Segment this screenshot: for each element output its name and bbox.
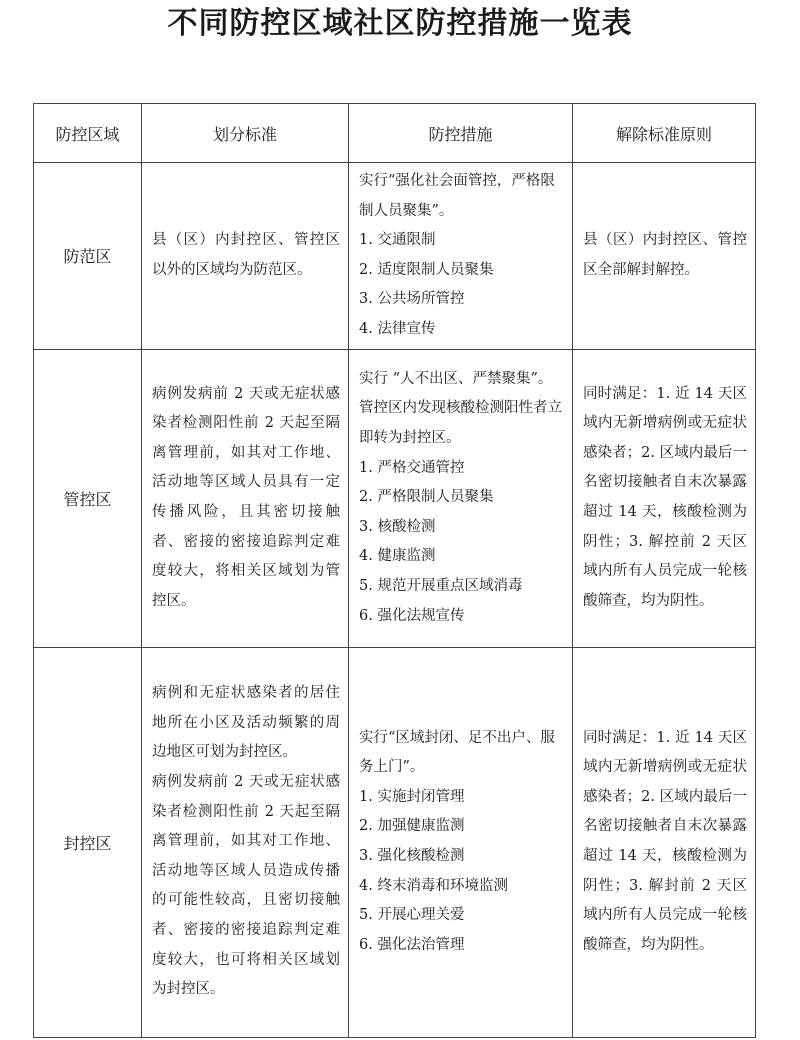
criteria-cell [142, 163, 349, 350]
measure-item: 1. 交通限制 [359, 232, 436, 249]
measure-item: 3. 强化核酸检测 [359, 848, 465, 865]
table-row [34, 163, 756, 350]
measure-item: 4. 健康监测 [359, 548, 436, 565]
measures-cell [349, 349, 573, 647]
measure-item: 6. 强化法规宣传 [359, 607, 465, 624]
criteria-cell [142, 647, 349, 1037]
page-title: 不同防控区域社区防控措施一览表 [167, 6, 633, 41]
criteria-cell [142, 349, 349, 647]
measures-intro: 实行 “人不出区、严禁聚集”。管控区内发现核酸检测阳性者立即转为封控区。 [359, 370, 562, 447]
column-header: 划分标准 [142, 104, 349, 163]
measure-item: 5. 开展心理关爱 [359, 907, 465, 924]
criteria-text: 病例和无症状感染者的居住地所在小区及活动频繁的周边地区可划为封控区。 [152, 685, 340, 761]
criteria-text: 县（区）内封控区、管控区以外的区域均为防范区。 [152, 232, 340, 278]
measure-item: 1. 严格交通管控 [359, 459, 465, 476]
measure-item: 3. 核酸检测 [359, 518, 436, 535]
release-text: 县（区）内封控区、管控区全部解封解控。 [583, 232, 747, 278]
measure-item: 2. 加强健康监测 [359, 818, 465, 835]
measure-item: 3. 公共场所管控 [359, 291, 465, 308]
measure-item: 4. 法律宣传 [359, 320, 436, 337]
measure-item: 6. 强化法治管理 [359, 936, 465, 953]
column-header: 防控区域 [34, 104, 142, 163]
zone-measures-table [33, 103, 756, 1038]
criteria-text: 病例发病前 2 天或无症状感染者检测阳性前 2 天起至隔离管理前，如其对工作地、活动地等区域人员具有一定传播风险，且其密切接触者、密接的密接追踪判定难度较大，将相关区域划为管控区。 [152, 385, 340, 609]
measure-item: 2. 适度限制人员聚集 [359, 261, 494, 278]
release-cell [573, 163, 756, 350]
measure-item: 5. 规范开展重点区域消毒 [359, 578, 523, 595]
table-row [34, 647, 756, 1037]
release-cell [573, 349, 756, 647]
measure-item: 2. 严格限制人员聚集 [359, 489, 494, 506]
release-cell [573, 647, 756, 1037]
criteria-text: 病例发病前 2 天或无症状感染者检测阳性前 2 天起至隔离管理前，如其对工作地、活动地等区域人员造成传播的可能性较高，且密切接触者、密接的密接追踪判定难度较大，也可将相关区域划为封控区。 [152, 774, 340, 998]
zone-name: 管控区 [34, 349, 142, 647]
table-row [34, 349, 756, 647]
measure-item: 4. 终末消毒和环境监测 [359, 877, 508, 894]
zone-name: 封控区 [34, 647, 142, 1037]
table-header-row [34, 104, 756, 163]
measures-intro: 实行“强化社会面管控，严格限制人员聚集”。 [359, 173, 555, 219]
release-text: 同时满足：1. 近 14 天区域内无新增病例或无症状感染者；2. 区域内最后一名密切接触者自末次暴露超过 14 天，核酸检测为阴性；3. 解封前 2 天区域内所有人员完成一轮核酸筛查，均为阴性。 [583, 729, 747, 953]
measures-cell [349, 163, 573, 350]
zone-name: 防范区 [34, 163, 142, 350]
column-header: 解除标准原则 [573, 104, 756, 163]
column-header: 防控措施 [349, 104, 573, 163]
release-text: 同时满足：1. 近 14 天区域内无新增病例或无症状感染者；2. 区域内最后一名密切接触者自末次暴露超过 14 天，核酸检测为阴性；3. 解控前 2 天区域内所有人员完成一轮核酸筛查，均为阴性。 [583, 385, 747, 609]
measures-cell [349, 647, 573, 1037]
measure-item: 1. 实施封闭管理 [359, 788, 465, 805]
measures-intro: 实行“区域封闭、足不出户、服务上门”。 [359, 729, 555, 776]
